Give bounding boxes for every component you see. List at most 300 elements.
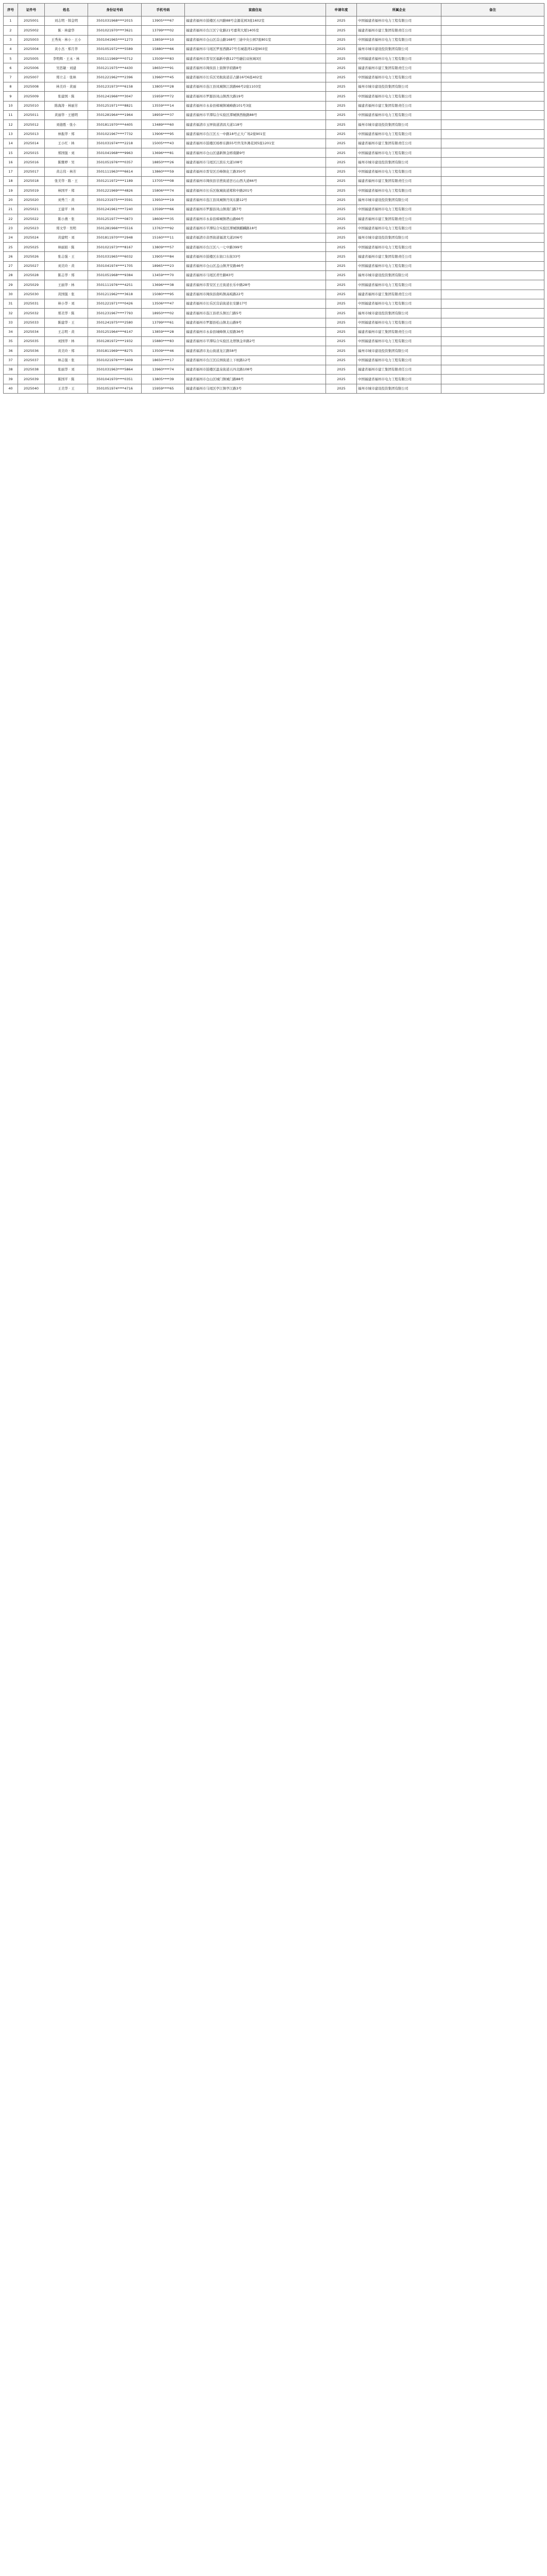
table-cell: 3501041965****1273: [88, 35, 142, 44]
table-cell: 3501111969****0712: [88, 54, 142, 63]
table-cell: 福建省福州市长乐区营前街道长安路17号: [185, 299, 326, 308]
table-row: [4, 158, 544, 167]
table-cell: 2025: [326, 158, 357, 167]
table-cell: 福州市城市建设投资集团有限公司: [357, 346, 441, 355]
table-cell: [441, 186, 544, 195]
table-cell: 2025: [326, 214, 357, 224]
table-cell: [441, 271, 544, 280]
table-cell: [441, 16, 544, 26]
table-cell: 27: [4, 261, 18, 270]
table-cell: 2025026: [18, 252, 45, 261]
table-cell: [441, 35, 544, 44]
table-row: [4, 110, 544, 120]
table-cell: 福建省福州市闽侯县甘蔗街道昙石山西大道66号: [185, 177, 326, 186]
table-cell: 3501221969****4826: [88, 186, 142, 195]
table-cell: 13809****57: [142, 243, 185, 252]
table-cell: 3501051972****5589: [88, 44, 142, 54]
table-cell: 福建省福州市连江县凤城镇丹凤东路12号: [185, 195, 326, 205]
table-cell: 13: [4, 129, 18, 139]
table-cell: [441, 252, 544, 261]
table-cell: 13506****47: [142, 299, 185, 308]
table-cell: 王丽华 · 林: [45, 280, 88, 290]
table-cell: 33: [4, 318, 18, 327]
table-row: [4, 73, 544, 82]
table-cell: 2025040: [18, 384, 45, 393]
table-cell: 2025: [326, 195, 357, 205]
table-cell: 福建省福州市长乐区吴航街道首占路16号6座402室: [185, 73, 326, 82]
table-cell: 2025: [326, 327, 357, 336]
table-cell: 3501111976****4251: [88, 280, 142, 290]
table-cell: 3501221971****0426: [88, 299, 142, 308]
table-row: [4, 299, 544, 308]
table-cell: 陈雅婷 · 吴: [45, 158, 88, 167]
table-cell: 中国福建省福州市电力工程有限公司: [357, 280, 441, 290]
table-cell: 福建省福州市长乐区航城街道郑和中路201号: [185, 186, 326, 195]
table-row: [4, 16, 544, 26]
table-cell: 王美华 · 王: [45, 384, 88, 393]
table-cell: 福建省福州市台江区宁化路21号嘉利大厦1405室: [185, 26, 326, 35]
table-cell: 福建省福州市建工集团有限责任公司: [357, 101, 441, 110]
table-cell: 18965****23: [142, 261, 185, 270]
table-cell: 13509****83: [142, 54, 185, 63]
table-cell: 2025: [326, 139, 357, 148]
table-cell: 18650****91: [142, 63, 185, 73]
table-cell: 福建省福州市台江区后洲街道上下杭路12号: [185, 355, 326, 365]
table-cell: 林振华 · 郑: [45, 129, 88, 139]
table-cell: 福建省福州市永泰县樟城镇城峰路101号3座: [185, 101, 326, 110]
table-cell: 18606****35: [142, 214, 185, 224]
table-cell: 中国福建省福州市电力工程有限公司: [357, 92, 441, 101]
table-cell: 2025: [326, 337, 357, 346]
table-row: [4, 355, 544, 365]
table-cell: 2: [4, 26, 18, 35]
table-cell: 32: [4, 309, 18, 318]
table-cell: 20: [4, 195, 18, 205]
table-cell: 福建省福州市晋安区福新中路127号融信双杭城3区: [185, 54, 326, 63]
table-cell: 13599****66: [142, 205, 185, 214]
table-cell: 2025: [326, 271, 357, 280]
table-cell: 2025022: [18, 214, 45, 224]
table-cell: 2025032: [18, 309, 45, 318]
table-cell: 2025: [326, 290, 357, 299]
table-row: [4, 224, 544, 233]
table-cell: 31: [4, 299, 18, 308]
table-cell: 3501241961****7240: [88, 205, 142, 214]
table-cell: 王建平 · 林: [45, 205, 88, 214]
table-cell: 15959****72: [142, 92, 185, 101]
table-cell: [441, 129, 544, 139]
table-cell: 2025006: [18, 63, 45, 73]
table-cell: 2025023: [18, 224, 45, 233]
table-cell: 福建省福州市平潭综合实验区潭城镇麒麟路18号: [185, 224, 326, 233]
table-cell: 福建省福州市仓山区建新镇金榕南路9号: [185, 148, 326, 158]
table-cell: 3501251971****8821: [88, 101, 142, 110]
table-cell: 中国福建省福州市电力工程有限公司: [357, 261, 441, 270]
table-cell: 3501051968****9384: [88, 271, 142, 280]
table-row: [4, 148, 544, 158]
table-row: [4, 346, 544, 355]
table-cell: 3501241966****3047: [88, 92, 142, 101]
table-cell: 福建省福州市闽侯县南屿镇高岐路22号: [185, 290, 326, 299]
table-cell: 3501051974****4716: [88, 384, 142, 393]
table-row: [4, 205, 544, 214]
table-cell: 3501041970****0351: [88, 375, 142, 384]
table-cell: 中国福建省福州市电力工程有限公司: [357, 205, 441, 214]
table-cell: 2025020: [18, 195, 45, 205]
table-row: [4, 44, 544, 54]
table-cell: 郑立志 · 张林: [45, 73, 88, 82]
table-cell: 2025: [326, 384, 357, 393]
table-cell: 3501211975****4430: [88, 63, 142, 73]
table-cell: 2025021: [18, 205, 45, 214]
table-cell: 福建省福州市永泰县樟城镇塔山路66号: [185, 214, 326, 224]
table-cell: [441, 63, 544, 73]
table-cell: 13509****46: [142, 346, 185, 355]
table-cell: [441, 205, 544, 214]
table-cell: 2025002: [18, 26, 45, 35]
table-cell: 中国福建省福州市电力工程有限公司: [357, 148, 441, 158]
table-cell: 郑国强 · 刘: [45, 148, 88, 158]
table-cell: 3501231967****7793: [88, 309, 142, 318]
table-cell: 福建省福州市闽侯县上街镇学府路8号: [185, 63, 326, 73]
table-cell: 2025036: [18, 346, 45, 355]
table-cell: 郑文华 · 吴明: [45, 224, 88, 233]
table-cell: 26: [4, 252, 18, 261]
table-cell: 中国福建省福州市电力工程有限公司: [357, 186, 441, 195]
table-cell: 2025003: [18, 35, 45, 44]
table-cell: 福建省福州市鼓楼区东街口东街33号: [185, 252, 326, 261]
table-cell: 福州市城市建设投资集团有限公司: [357, 44, 441, 54]
table-cell: 2025: [326, 120, 357, 129]
table-cell: 13859****10: [142, 35, 185, 44]
table-cell: [441, 54, 544, 63]
table-cell: 13905****84: [142, 252, 185, 261]
applicant-table: [3, 3, 544, 394]
table-cell: 福建省福州市建工集团有限责任公司: [357, 365, 441, 374]
table-cell: 刘秀兰 · 黄: [45, 195, 88, 205]
table-cell: 林国平 · 郑: [45, 186, 88, 195]
table-cell: 2025018: [18, 177, 45, 186]
table-cell: 福建省福州市晋安区岳峰镇化工路350号: [185, 167, 326, 176]
table-cell: 2025034: [18, 327, 45, 336]
table-cell: 中国福建省福州市电力工程有限公司: [357, 167, 441, 176]
table-cell: 2025017: [18, 167, 45, 176]
table-cell: 陈志华 · 郑: [45, 271, 88, 280]
table-cell: 福建省福州市马尾区江滨东大道108号: [185, 158, 326, 167]
column-header: 申请年度: [326, 4, 357, 16]
table-cell: 中国福建省福州市电力工程有限公司: [357, 337, 441, 346]
table-cell: 福建省福州市建工集团有限责任公司: [357, 290, 441, 299]
table-cell: 6: [4, 63, 18, 73]
table-cell: 张美华 · 陈 · 王: [45, 177, 88, 186]
table-cell: 2025: [326, 82, 357, 92]
table-cell: 3501811970****4405: [88, 120, 142, 129]
table-cell: [441, 299, 544, 308]
table-cell: 福建省福清市玉屏街道清昌大道118号: [185, 120, 326, 129]
table-row: [4, 375, 544, 384]
table-cell: 2025: [326, 233, 357, 242]
table-cell: 2025: [326, 252, 357, 261]
table-cell: 13905****67: [142, 16, 185, 26]
column-header: 所属企业: [357, 4, 441, 16]
table-cell: 2025: [326, 299, 357, 308]
column-header: 手机号码: [142, 4, 185, 16]
table-cell: 2025005: [18, 54, 45, 63]
table-cell: 9: [4, 92, 18, 101]
table-cell: 15880****83: [142, 337, 185, 346]
table-cell: 福建省福州市连江县琯头镇长门路5号: [185, 309, 326, 318]
table-cell: [441, 233, 544, 242]
table-cell: 黄丽华 · 王德明: [45, 110, 88, 120]
table-cell: 2025: [326, 375, 357, 384]
table-cell: 中国福建省福州市电力工程有限公司: [357, 243, 441, 252]
table-cell: 17: [4, 167, 18, 176]
table-cell: 2025: [326, 129, 357, 139]
table-cell: 34: [4, 327, 18, 336]
table-cell: 2025037: [18, 355, 45, 365]
table-body: [4, 16, 544, 394]
table-row: [4, 186, 544, 195]
table-cell: 黄国强 · 张: [45, 290, 88, 299]
table-row: [4, 82, 544, 92]
table-cell: 13805****28: [142, 82, 185, 92]
table-cell: 3501811970****2948: [88, 233, 142, 242]
table-cell: 3501281964****1964: [88, 110, 142, 120]
table-cell: 3501031968****2015: [88, 16, 142, 26]
table-cell: 28: [4, 271, 18, 280]
table-row: [4, 63, 544, 73]
table-cell: 福建省福州市鼓楼区温泉街道五四北路108号: [185, 365, 326, 374]
table-cell: 13705****08: [142, 177, 185, 186]
table-cell: 王小红 · 林: [45, 139, 88, 148]
table-cell: 13696****81: [142, 148, 185, 158]
table-cell: 黄志伟 · 林芳: [45, 167, 88, 176]
table-cell: 7: [4, 73, 18, 82]
table-cell: 3501111963****6614: [88, 167, 142, 176]
table-cell: 13763****92: [142, 224, 185, 233]
table-row: [4, 195, 544, 205]
table-cell: 2025038: [18, 365, 45, 374]
table-cell: 2025: [326, 44, 357, 54]
table-row: [4, 139, 544, 148]
table-cell: 福建省福州市罗源县凤山镇西大路19号: [185, 92, 326, 101]
table-cell: 3501021976****3409: [88, 355, 142, 365]
table-cell: 福建省福州市建工集团有限责任公司: [357, 214, 441, 224]
table-cell: 3501031974****2218: [88, 139, 142, 148]
table-row: [4, 26, 544, 35]
table-cell: 福建省福州市建工集团有限责任公司: [357, 63, 441, 73]
table-cell: [441, 327, 544, 336]
table-cell: 福建省福州市晋安区王庄街道长乐中路28号: [185, 280, 326, 290]
table-cell: 2025014: [18, 139, 45, 148]
table-cell: 39: [4, 375, 18, 384]
table-cell: [441, 355, 544, 365]
table-cell: [441, 44, 544, 54]
table-cell: 18950****02: [142, 309, 185, 318]
table-cell: 福建省福州市台江区五一中路18号正大广场2座901室: [185, 129, 326, 139]
table-cell: 2025: [326, 16, 357, 26]
table-cell: 张丽华 · 刘: [45, 365, 88, 374]
table-cell: 2025015: [18, 148, 45, 158]
table-cell: 3501281972****1932: [88, 337, 142, 346]
table-cell: 19: [4, 186, 18, 195]
table-cell: 福建省福州市永泰县城峰镇太原路36号: [185, 327, 326, 336]
table-cell: 福建省福州市建工集团有限责任公司: [357, 26, 441, 35]
table-cell: 22: [4, 214, 18, 224]
table-cell: 福建省福州市罗源县松山镇北山路9号: [185, 318, 326, 327]
table-row: [4, 318, 544, 327]
table-cell: 中国福建省福州市电力工程有限公司: [357, 375, 441, 384]
table-cell: [441, 243, 544, 252]
table-cell: 40: [4, 384, 18, 393]
table-cell: 2025: [326, 186, 357, 195]
table-cell: 3501811969****8275: [88, 346, 142, 355]
table-row: [4, 120, 544, 129]
table-cell: 中国福建省福州市电力工程有限公司: [357, 224, 441, 233]
table-cell: 2025028: [18, 271, 45, 280]
table-cell: 15080****95: [142, 290, 185, 299]
table-cell: 中国福建省福州市电力工程有限公司: [357, 35, 441, 44]
table-cell: 2025008: [18, 82, 45, 92]
table-cell: [441, 167, 544, 176]
table-cell: 刘志明 · 韩金明: [45, 16, 88, 26]
table-row: [4, 233, 544, 242]
table-cell: 13950****19: [142, 195, 185, 205]
table-cell: 2025004: [18, 44, 45, 54]
table-row: [4, 365, 544, 374]
table-cell: 陈小燕 · 张: [45, 214, 88, 224]
table-cell: [441, 280, 544, 290]
table-cell: 中国福建省福州市电力工程有限公司: [357, 355, 441, 365]
table-cell: 2025: [326, 224, 357, 233]
table-cell: 2025011: [18, 110, 45, 120]
table-cell: 24: [4, 233, 18, 242]
table-cell: 3501021973****8167: [88, 243, 142, 252]
table-row: [4, 290, 544, 299]
table-cell: 18650****17: [142, 355, 185, 365]
table-cell: 3501231975****3591: [88, 195, 142, 205]
table-cell: 福州市城市建设投资集团有限公司: [357, 195, 441, 205]
table-cell: [441, 195, 544, 205]
table-cell: 2025: [326, 101, 357, 110]
table-cell: 2025016: [18, 158, 45, 167]
table-cell: 3501031965****6032: [88, 252, 142, 261]
table-cell: 16: [4, 158, 18, 167]
table-cell: 2025: [326, 309, 357, 318]
table-cell: 37: [4, 355, 18, 365]
table-cell: 陈海涛 · 林丽芳: [45, 101, 88, 110]
column-header: 备注: [441, 4, 544, 16]
table-cell: 2025024: [18, 233, 45, 242]
table-cell: 福州市城市建设投资集团有限公司: [357, 120, 441, 129]
table-row: [4, 261, 544, 270]
table-cell: [441, 224, 544, 233]
table-cell: 陈 · 林建华: [45, 26, 88, 35]
table-cell: 2025: [326, 355, 357, 365]
table-cell: 3501021967****7732: [88, 129, 142, 139]
column-header: 序号: [4, 4, 18, 16]
table-cell: 张志强 · 王: [45, 252, 88, 261]
table-cell: 林志强 · 张: [45, 355, 88, 365]
table-cell: 35: [4, 337, 18, 346]
table-cell: 2025029: [18, 280, 45, 290]
table-cell: 福建省福清市音西街道福清大道206号: [185, 233, 326, 242]
table-cell: 2025030: [18, 290, 45, 299]
table-cell: 1: [4, 16, 18, 26]
table-row: [4, 177, 544, 186]
table-cell: 2025: [326, 177, 357, 186]
table-row: [4, 337, 544, 346]
table-cell: 15160****11: [142, 233, 185, 242]
table-cell: 30: [4, 290, 18, 299]
table-cell: 15959****65: [142, 384, 185, 393]
table-cell: 2025: [326, 110, 357, 120]
table-row: [4, 35, 544, 44]
table-cell: 福建省福州市台江区八一七中路399号: [185, 243, 326, 252]
table-cell: 福建省福州市鼓楼区五四路88号金源花园3座1602室: [185, 16, 326, 26]
table-cell: 3501211962****3618: [88, 290, 142, 299]
table-cell: 2025: [326, 148, 357, 158]
table-cell: 中国福建省福州市电力工程有限公司: [357, 318, 441, 327]
table-cell: 黄建明 · 刘: [45, 233, 88, 242]
table-cell: 福建省福州市罗源县凤山镇南门路7号: [185, 205, 326, 214]
table-cell: [441, 139, 544, 148]
table-cell: 2025007: [18, 73, 45, 82]
table-row: [4, 243, 544, 252]
table-cell: 15: [4, 148, 18, 158]
table-cell: [441, 337, 544, 346]
table-cell: 中国福建省福州市电力工程有限公司: [357, 73, 441, 82]
table-cell: 福建省福清市龙山街道龙江路58号: [185, 346, 326, 355]
table-cell: 13859****28: [142, 327, 185, 336]
table-cell: 18850****26: [142, 158, 185, 167]
column-header: 证件号: [18, 4, 45, 16]
table-cell: 3501051976****0357: [88, 158, 142, 167]
table-cell: 3501231973****6158: [88, 82, 142, 92]
table-cell: 2025: [326, 54, 357, 63]
table-cell: 29: [4, 280, 18, 290]
table-cell: 2025025: [18, 243, 45, 252]
table-cell: 中国福建省福州市电力工程有限公司: [357, 299, 441, 308]
table-cell: 3501041974****1705: [88, 261, 142, 270]
table-cell: 2025033: [18, 318, 45, 327]
table-cell: 福建省福州市建工集团有限责任公司: [357, 177, 441, 186]
table-cell: 18959****37: [142, 110, 185, 120]
table-cell: 15806****74: [142, 186, 185, 195]
table-cell: 2025009: [18, 92, 45, 101]
table-cell: 张建国 · 陈: [45, 92, 88, 101]
table-cell: 林小华 · 刘: [45, 299, 88, 308]
table-cell: 4: [4, 44, 18, 54]
table-cell: [441, 101, 544, 110]
table-cell: [441, 375, 544, 384]
table-cell: 2025: [326, 318, 357, 327]
table-cell: 2025: [326, 26, 357, 35]
table-cell: 5: [4, 54, 18, 63]
table-cell: 中国福建省福州市电力工程有限公司: [357, 129, 441, 139]
table-cell: 陈建华 · 王: [45, 318, 88, 327]
table-row: [4, 327, 544, 336]
table-row: [4, 309, 544, 318]
table-cell: [441, 73, 544, 82]
table-cell: 13559****14: [142, 101, 185, 110]
table-row: [4, 129, 544, 139]
table-cell: 25: [4, 243, 18, 252]
table-cell: 13960****74: [142, 365, 185, 374]
table-cell: 3501281966****5516: [88, 224, 142, 233]
table-cell: 郑美华 · 陈: [45, 309, 88, 318]
table-cell: 21: [4, 205, 18, 214]
